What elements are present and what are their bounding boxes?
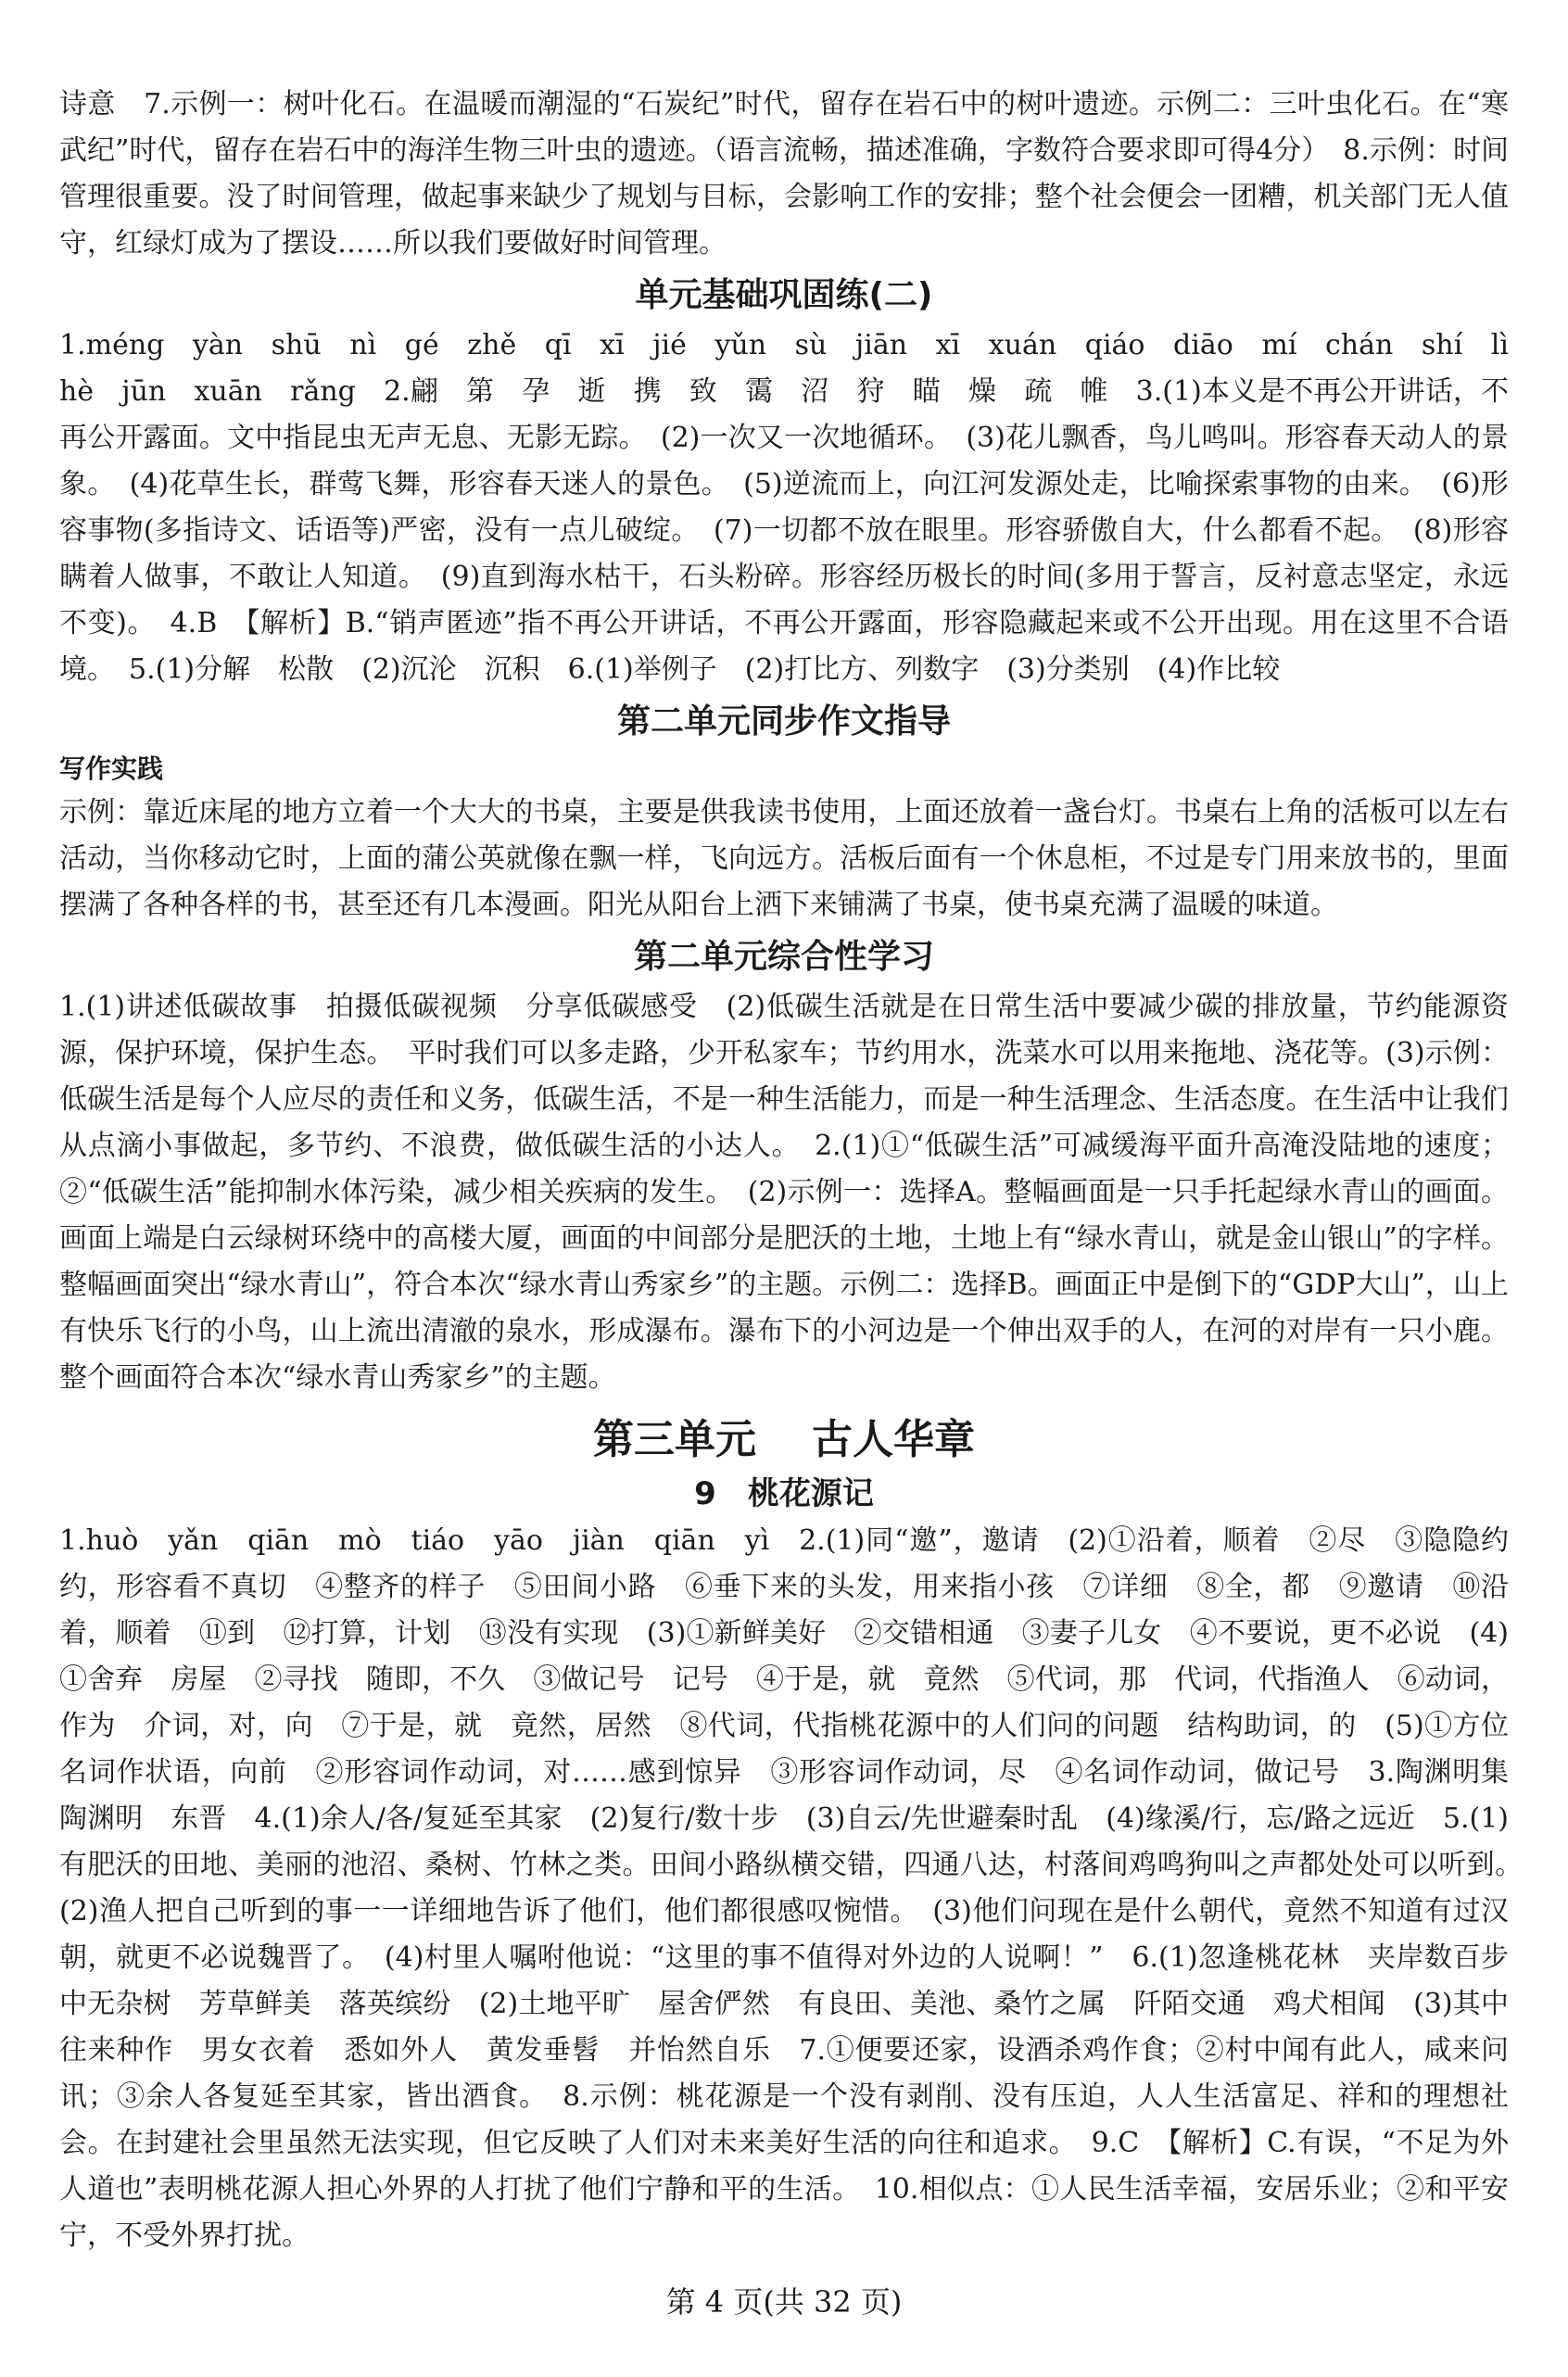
- comprehensive-learning-answers: 1.(1)讲述低碳故事 拍摄低碳视频 分享低碳感受 (2)低碳生活就是在日常生活中要减少碳的排放量，节约能源资源，保护环境，保护生态。 平时我们可以多走路，少开私家车；节约用水，洗菜水可以用来拖地、浇花等。(3)示例：低碳生活是每个人应尽的责任和义务，低碳生活，不是一种生活能力，而是一种生活理念、生活态度。在生活中让我们从点滴小事做起，多节约、不浪费，做低碳生活的小达人。 2.(1)①“低碳生活”可减缓海平面升高淹没陆地的速度；②“低碳生活”能抑制水体污染，减少相关疾病的发生。 (2)示例一：选择A。整幅画面是一只手托起绿水青山的画面。画面上端是白云绿树环绕中的高楼大厦，画面的中间部分是肥沃的土地，土地上有“绿水青山，就是金山银山”的字样。整幅画面突出“绿水青山”，符合本次“绿水青山秀家乡”的主题。示例二：选择B。画面正中是倒下的“GDP大山”，山上有快乐飞行的小鸟，山上流出清澈的泉水，形成瀑布。瀑布下的小河边是一个伸出双手的人，在河的对岸有一只小鹿。整个画面符合本次“绿水青山秀家乡”的主题。: [59, 991, 1509, 1394]
- writing-practice-example: 示例：靠近床尾的地方立着一个大大的书桌，主要是供我读书使用，上面还放着一盏台灯。书桌右上角的活板可以左右活动，当你移动它时，上面的蒲公英就像在飘一样，飞向远方。活板后面有一个休息柜，不过是专门用来放书的，里面摆满了各种各样的书，甚至还有几本漫画。阳光从阳台上洒下来铺满了书桌，使书桌充满了温暖的味道。: [59, 796, 1509, 921]
- lesson-9-title: 9 桃花源记: [694, 1475, 874, 1512]
- lesson-9-answers: 1.huò yǎn qiān mò tiáo yāo jiàn qiān yì 2.(1)同“邀”，邀请 (2)①沿着，顺着 ②尽 ③隐隐约约，形容看不真切 ④整齐的样子 ⑤田间小路 ⑥垂下来的头发，用来指小孩 ⑦详细 ⑧全，都 ⑨邀请 ⑩沿着，顺着 ⑪到 ⑫打算，计划 ⑬没有实现 (3)①新鲜美好 ②交错相通 ③妻子儿女 ④不要说，更不必说 (4)①舍弃 房屋 ②寻找 随即，不久 ③做记号 记号 ④于是，就 竟然 ⑤代词，那 代词，代指渔人 ⑥动词，作为 介词，对，向 ⑦于是，就 竟然，居然 ⑧代词，代指桃花源中的人们问的问题 结构助词，的 (5)①方位名词作状语，向前 ②形容词作动词，对……感到惊异 ③形容词作动词，尽 ④名词作动词，做记号 3.陶渊明集 陶渊明 东晋 4.(1)余人/各/复延至其家 (2)复行/数十步 (3)自云/先世避秦时乱 (4)缘溪/行，忘/路之远近 5.(1)有肥沃的田地、美丽的池沼、桑树、竹林之类。田间小路纵横交错，四通八达，村落间鸡鸣狗叫之声都处处可以听到。 (2)渔人把自己听到的事一一详细地告诉了他们，他们都很感叹惋惜。 (3)他们问现在是什么朝代，竟然不知道有过汉朝，就更不必说魏晋了。 (4)村里人嘱咐他说：“这里的事不值得对外边的人说啊！” 6.(1)忽逢桃花林 夹岸数百步 中无杂树 芳草鲜美 落英缤纷 (2)土地平旷 屋舍俨然 有良田、美池、桑竹之属 阡陌交通 鸡犬相闻 (3)其中往来种作 男女衣着 悉如外人 黄发垂髫 并怡然自乐 7.①便要还家，设酒杀鸡作食；②村中闻有此人，咸来问讯；③余人各复延至其家，皆出酒食。 8.示例：桃花源是一个没有剥削、没有压迫，人人生活富足、祥和的理想社会。在封建社会里虽然无法实现，但它反映了人们对未来美好生活的向往和追求。 9.C 【解析】C.有误，“不足为外人道也”表明桃花源人担心外界的人打扰了他们宁静和平的生活。 10.相似点：①人民生活幸福，安居乐业；②和平安宁，不受外界打扰。: [59, 1524, 1536, 2252]
- writing-guide-title: 第二单元同步作文指导: [616, 702, 951, 740]
- page-number-footer: 第 4 页(共 32 页): [665, 2284, 903, 2320]
- unit-3-title: [59, 1410, 1509, 1470]
- prev-answers-paragraph: 诗意 7.示例一：树叶化石。在温暖而潮湿的“石炭纪”时代，留存在岩石中的树叶遗迹。示例二：三叶虫化石。在“寒武纪”时代，留存在岩石中的海洋生物三叶虫的遗迹。（语言流畅，描述准确，字数符合要求即可得4分） 8.示例：时间管理很重要。没了时间管理，做起事来缺少了规划与目标，会影响工作的安排；整个社会便会一团糟，机关部门无人值守，红绿灯成为了摆设……所以我们要做好时间管理。: [59, 88, 1509, 259]
- comprehensive-learning-title: 第二单元综合性学习: [633, 938, 934, 976]
- unit-basic-practice-2-title: 单元基础巩固练(二): [635, 276, 933, 314]
- unit-basic-practice-2-answers: 1.méng yàn shū nì gé zhě qī xī jié yǔn sù jiān xī xuán qiáo diāo mí chán shí lì hè jūn xuān rǎng 2.翩 第 孕 逝 携 致 霭 沼 狩 瞄 燥 疏 帷 3.(1)本义是不再公开讲话，不再公开露面。文中指昆虫无声无息、无影无踪。 (2)一次又一次地循环。 (3)花儿飘香，鸟儿鸣叫。形容春天动人的景象。 (4)花草生长，群莺飞舞，形容春天迷人的景色。 (5)逆流而上，向江河发源处走，比喻探索事物的由来。 (6)形容事物(多指诗文、话语等)严密，没有一点儿破绽。 (7)一切都不放在眼里。形容骄傲自大，什么都看不起。 (8)形容瞒着人做事，不敢让人知道。 (9)直到海水枯干，石头粉碎。形容经历极长的时间(多用于誓言，反衬意志坚定，永远不变)。 4.B 【解析】B.“销声匿迹”指不再公开讲话，不再公开露面，形容隐藏起来或不公开出现。用在这里不合语境。 5.(1)分解 松散 (2)沉沦 沉积 6.(1)举例子 (2)打比方、列数字 (3)分类别 (4)作比较: [59, 329, 1536, 686]
- unit-3-number: 第三单元: [593, 1416, 756, 1463]
- unit-3-name: 古人华章: [812, 1416, 975, 1463]
- writing-practice-subtitle: 写作实践: [59, 753, 164, 784]
